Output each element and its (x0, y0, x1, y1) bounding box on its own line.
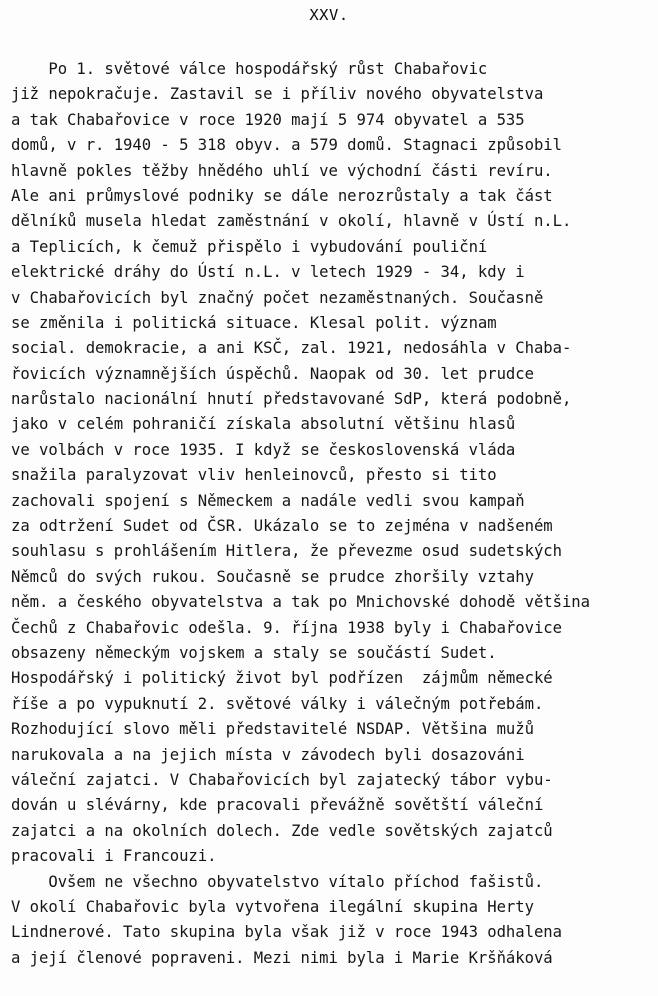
text-line: souhlasu s prohlášením Hitlera, že převezme osud sudetských (11, 542, 562, 561)
text-line: ve volbách v roce 1935. I když se československá vláda (11, 440, 516, 459)
text-line: Lindnerové. Tato skupina byla však již v roce 1943 odhalena (11, 923, 562, 942)
text-line: domů, v r. 1940 - 5 318 obyv. a 579 domů. Stagnaci způsobil (11, 136, 562, 155)
text-line: jako v celém pohraničí získala absolutní většinu hlasů (11, 415, 516, 434)
body-text (11, 57, 656, 971)
text-line: se změnila i politická situace. Klesal polit. význam (11, 313, 497, 332)
text-line: Ovšem ne všechno obyvatelstvo vítalo příchod fašistů. (11, 872, 544, 891)
text-line: Čechů z Chabařovic odešla. 9. října 1938 byly i Chabařovice (11, 618, 562, 637)
text-line: již nepokračuje. Zastavil se i příliv nového obyvatelstva (11, 85, 544, 104)
text-line: Němců do svých rukou. Současně se prudce zhoršily vztahy (11, 567, 534, 586)
text-line: hlavně pokles těžby hnědého uhlí ve východní části revíru. (11, 161, 553, 180)
text-line: obsazeny německým vojskem a staly se součástí Sudet. (11, 643, 497, 662)
text-line: váleční zajatci. V Chabařovicích byl zajatecký tábor vybu- (11, 770, 553, 789)
text-line: Po 1. světové válce hospodářský růst Chabařovic (11, 60, 488, 78)
text-line: a její členové popraveni. Mezi nimi byla i Marie Kršňáková (11, 948, 553, 967)
text-line: zachovali spojení s Německem a nadále vedli svou kampaň (11, 491, 525, 510)
text-line: řovicích významnějších úspěchů. Naopak od 30. let prudce (11, 364, 534, 383)
text-line: snažila paralyzovat vliv henleinovců, přesto si tito (11, 466, 497, 485)
text-line: elektrické dráhy do Ústí n.L. v letech 1929 - 34, kdy i (11, 263, 525, 282)
text-line: Ale ani průmyslové podniky se dále nerozrůstaly a tak část (11, 186, 553, 205)
text-line: social. demokracie, a ani KSČ, zal. 1921, nedosáhla v Chaba- (11, 339, 572, 358)
text-line: V okolí Chabařovic byla vytvořena ilegální skupina Herty (11, 897, 534, 916)
text-line: v Chabařovicích byl značný počet nezaměstnaných. Současně (11, 288, 544, 307)
text-line: a tak Chabařovice v roce 1920 mají 5 974 obyvatel a 535 (11, 110, 525, 129)
text-line: dělníků musela hledat zaměstnání v okolí, hlavně v Ústí n.L. (11, 212, 572, 231)
page-heading: XXV. (309, 6, 349, 24)
text-line: pracovali i Francouzi. (11, 847, 217, 866)
text-line: říše a po vypuknutí 2. světové války i válečným potřebám. (11, 694, 544, 713)
text-line: za odtržení Sudet od ČSR. Ukázalo se to zejména v nadšeném (11, 517, 553, 536)
text-line: Rozhodující slovo měli představitelé NSDAP. Většina mužů (11, 720, 534, 739)
text-line: Hospodářský i politický život byl podřízen zájmům německé (11, 669, 553, 688)
text-line: a Teplicích, k čemuž přispělo i vybudování pouliční (11, 237, 488, 256)
text-line: zajatci a na okolních dolech. Zde vedle sovětských zajatců (11, 821, 553, 840)
text-line: dován u slévárny, kde pracovali převážně sovětští váleční (11, 796, 544, 815)
text-line: něm. a českého obyvatelstva a tak po Mnichovské dohodě většina (11, 593, 590, 612)
text-line: narůstalo nacionální hnutí představované SdP, která podobně, (11, 390, 572, 409)
text-line: narukovala a na jejich místa v závodech byli dosazováni (11, 745, 525, 764)
